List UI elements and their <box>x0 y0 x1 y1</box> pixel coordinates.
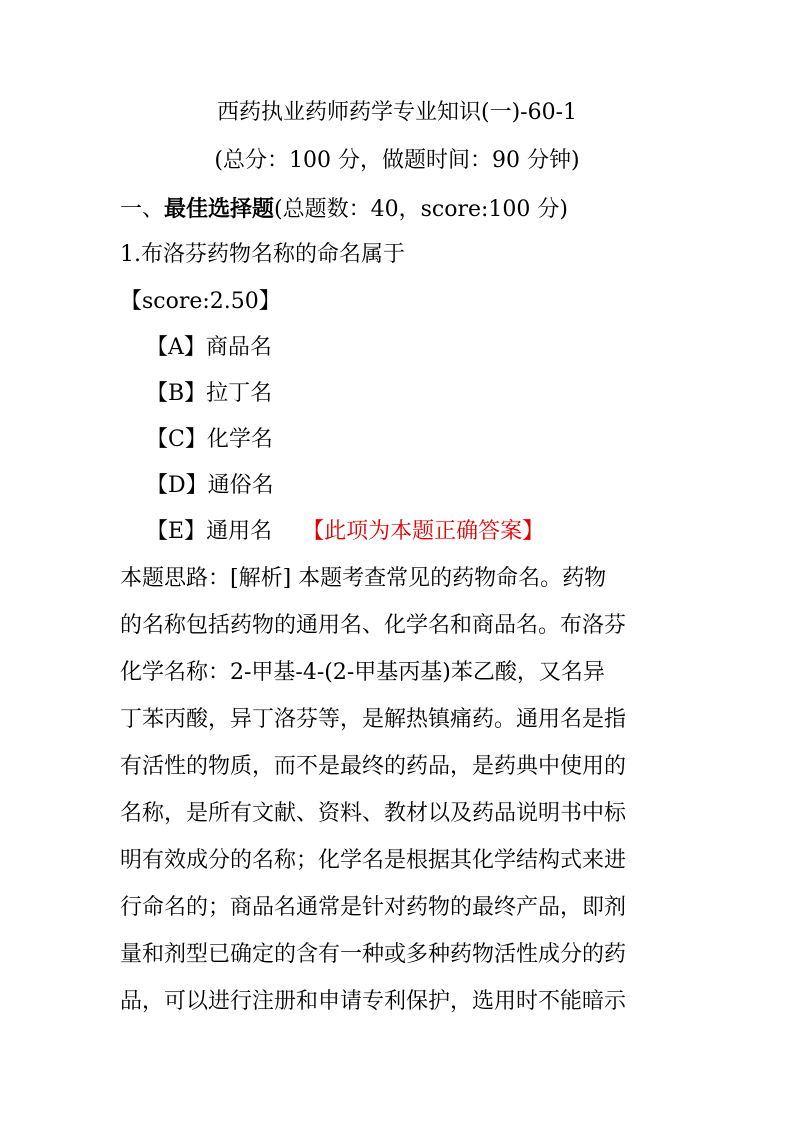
option-label: 【C】 <box>146 427 207 452</box>
explanation-line: 本题思路：[解析] 本题考查常见的药物命名。药物 <box>120 566 607 591</box>
document-title: 西药执业药师药学专业知识(一)-60-1 <box>216 100 578 125</box>
option-text: 通用名 <box>206 519 273 544</box>
option-e <box>146 517 544 547</box>
option-label: 【A】 <box>146 335 206 360</box>
explanation-line: 化学名称：2-甲基-4-(2-甲基丙基)苯乙酸，又名异 <box>120 660 605 685</box>
explanation-line: 明有效成分的名称；化学名是根据其化学结构式来进 <box>120 848 627 873</box>
option-label: 【D】 <box>146 473 208 498</box>
question-stem: 1.布洛芬药物名称的命名属于 <box>120 242 405 267</box>
explanation-line: 量和剂型已确定的含有一种或多种药物活性成分的药 <box>120 942 627 967</box>
explanation-line: 品，可以进行注册和申请专利保护，选用时不能暗示 <box>120 989 627 1014</box>
option-label: 【E】 <box>146 519 207 544</box>
section-info: (总题数：40，score:100 分) <box>274 197 568 222</box>
option-text: 化学名 <box>206 427 273 452</box>
explanation-line: 丁苯丙酸，异丁洛芬等，是解热镇痛药。通用名是指 <box>120 707 627 732</box>
explanation-line: 行命名的；商品名通常是针对药物的最终产品，即剂 <box>120 895 627 920</box>
correct-answer-marker: 【此项为本题正确答案】 <box>302 519 545 544</box>
option-b <box>146 379 272 409</box>
question-score: 【score:2.50】 <box>120 289 281 314</box>
explanation-line: 名称，是所有文献、资料、教材以及药品说明书中标 <box>120 801 627 826</box>
option-d <box>146 471 274 501</box>
explanation-line: 的名称包括药物的通用名、化学名和商品名。布洛芬 <box>120 613 627 638</box>
option-label: 【B】 <box>146 381 207 406</box>
option-text: 拉丁名 <box>206 381 273 406</box>
section-name: 最佳选择题 <box>164 196 275 222</box>
section-heading <box>120 194 568 225</box>
option-text: 通俗名 <box>207 473 274 498</box>
option-c <box>146 425 273 455</box>
explanation-line: 有活性的物质，而不是最终的药品，是药典中使用的 <box>120 754 627 779</box>
section-prefix: 一、 <box>120 197 165 222</box>
option-text: 商品名 <box>205 335 272 360</box>
document-subtitle: (总分：100 分，做题时间：90 分钟) <box>214 148 580 173</box>
option-a <box>146 333 272 363</box>
